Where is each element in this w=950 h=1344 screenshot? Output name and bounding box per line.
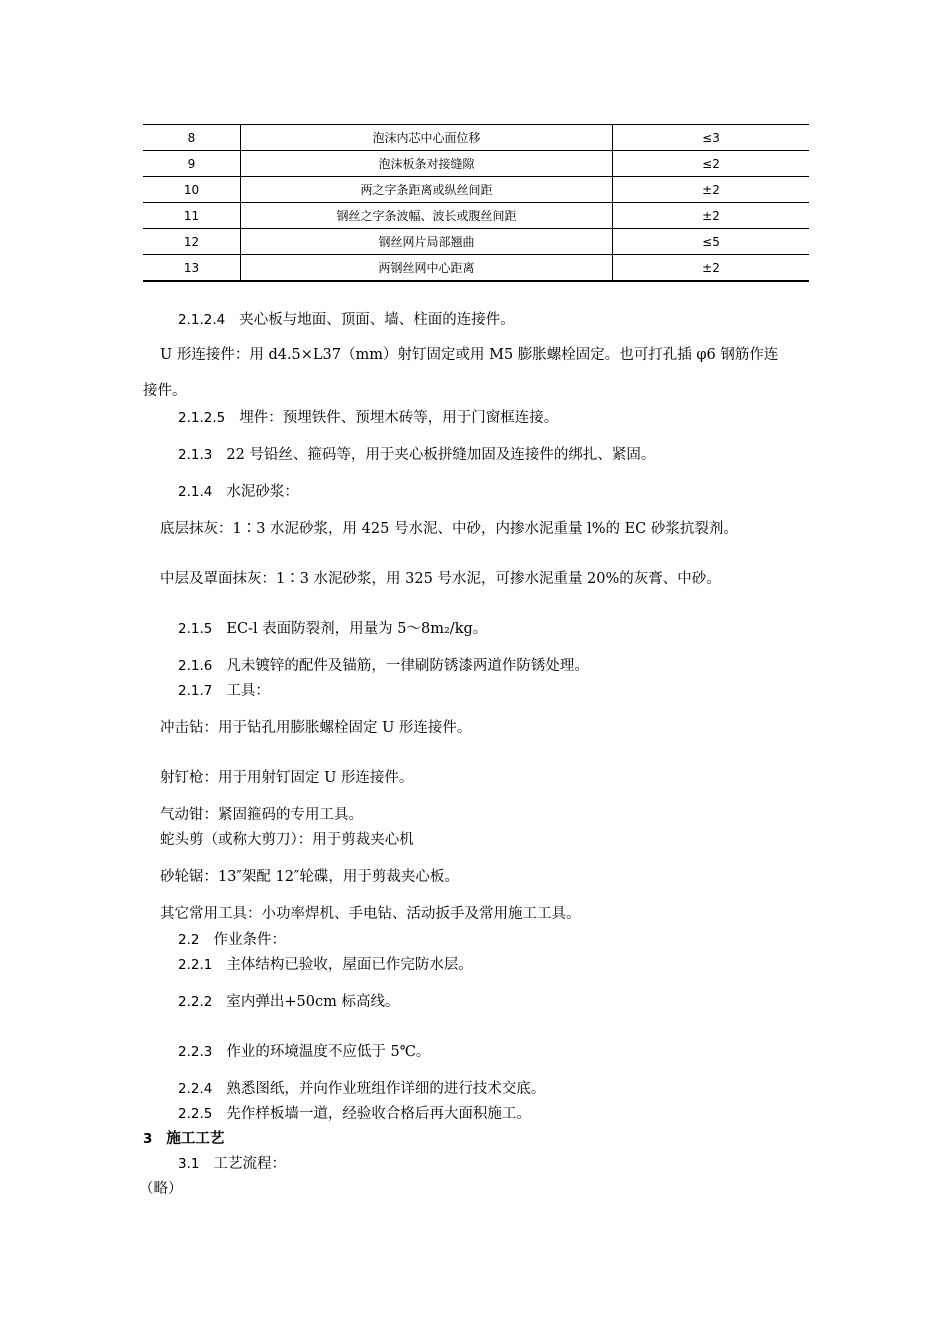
base-coat-text: 底层抹灰：1∶3 水泥砂浆，用 425 号水泥、中砂，内掺水泥重量 l%的 EC 砂浆抗裂剂。 <box>160 521 738 537</box>
omitted-note: （略） <box>139 1181 183 1197</box>
section-3-1 <box>178 1157 286 1172</box>
row-number-cell: 13 <box>143 255 241 282</box>
section-text: 水泥砂浆： <box>226 484 299 500</box>
row-number-cell: 8 <box>143 125 241 151</box>
section-text: 先作样板墙一道，经验收合格后再大面积施工。 <box>226 1106 531 1122</box>
section-number: 2.1.3 <box>178 447 213 463</box>
tolerance-cell: ≤2 <box>613 151 810 177</box>
tool-nail-gun: 射钉枪：用于用射钉固定 U 形连接件。 <box>160 770 414 786</box>
section-2-2-4 <box>178 1082 545 1097</box>
section-2-1-4 <box>178 485 299 500</box>
section-number: 3.1 <box>178 1156 200 1172</box>
section-number: 2.2.5 <box>178 1106 213 1122</box>
row-number-cell: 10 <box>143 177 241 203</box>
section-2-2-3 <box>178 1045 430 1060</box>
section-text: 22 号铅丝、箍码等，用于夹心板拼缝加固及连接件的绑扎、紧固。 <box>226 447 656 463</box>
item-cell: 钢丝之字条波幅、波长或腹丝间距 <box>241 203 613 229</box>
section-2-2-2 <box>178 995 399 1010</box>
section-number: 2.2.4 <box>178 1081 213 1097</box>
section-text: 凡未镀锌的配件及锚筋，一律刷防锈漆两道作防锈处理。 <box>226 658 589 674</box>
tolerance-cell: ≤3 <box>613 125 810 151</box>
tolerance-cell: ±2 <box>613 255 810 282</box>
tool-impact-drill: 冲击钻：用于钻孔用膨胀螺栓固定 U 形连接件。 <box>160 720 472 736</box>
mid-coat-text: 中层及罩面抹灰：1∶3 水泥砂浆，用 325 号水泥，可掺水泥重量 20%的灰膏、中砂。 <box>160 571 721 587</box>
item-cell: 两之字条距离或纵丝间距 <box>241 177 613 203</box>
u-connector-line-1: U 形连接件：用 d4.5×L37（mm）射钉固定或用 M5 膨胀螺栓固定。也可打孔插 φ6 钢筋作连 <box>160 347 779 363</box>
section-2-2-1 <box>178 958 473 973</box>
section-text: 夹心板与地面、顶面、墙、柱面的连接件。 <box>239 312 515 328</box>
section-text: 施工工艺 <box>166 1130 225 1147</box>
tolerance-cell: ±2 <box>613 203 810 229</box>
item-cell: 泡沫板条对接缝隙 <box>241 151 613 177</box>
item-cell: 泡沫内芯中心面位移 <box>241 125 613 151</box>
tolerance-cell: ≤5 <box>613 229 810 255</box>
section-2-1-5 <box>178 622 487 637</box>
section-2-2 <box>178 933 286 948</box>
section-number: 2.1.2.5 <box>178 410 226 426</box>
tolerance-table <box>143 124 809 282</box>
section-number: 2.2.3 <box>178 1044 213 1060</box>
section-2-1-2-4 <box>178 313 515 328</box>
section-2-1-2-5 <box>178 411 558 426</box>
row-number-cell: 12 <box>143 229 241 255</box>
tool-pneumatic-pliers: 气动钳：紧固箍码的专用工具。 <box>160 807 363 823</box>
section-text: 工具： <box>226 683 270 699</box>
section-text: 熟悉图纸，并向作业班组作详细的进行技术交底。 <box>226 1081 546 1097</box>
u-connector-line-2: 接件。 <box>143 383 187 399</box>
section-text: EC-l 表面防裂剂，用量为 5～8m₂/kg。 <box>226 621 488 637</box>
row-number-cell: 11 <box>143 203 241 229</box>
row-number-cell: 9 <box>143 151 241 177</box>
table-row <box>143 151 809 177</box>
table-row <box>143 177 809 203</box>
section-text: 主体结构已验收，屋面已作完防水层。 <box>226 957 473 973</box>
section-text: 作业条件： <box>213 932 286 948</box>
table-row <box>143 229 809 255</box>
section-number: 2.1.6 <box>178 658 213 674</box>
table-row <box>143 255 809 282</box>
section-2-1-6 <box>178 659 589 674</box>
section-number: 2.1.5 <box>178 621 213 637</box>
section-3-heading <box>143 1132 224 1147</box>
section-text: 作业的环境温度不应低于 5℃。 <box>226 1044 431 1060</box>
section-2-1-3 <box>178 448 655 463</box>
tool-shears: 蛇头剪（或称大剪刀）：用于剪裁夹心机 <box>160 832 414 848</box>
table-row <box>143 203 809 229</box>
section-number: 2.1.2.4 <box>178 312 226 328</box>
section-number: 2.1.7 <box>178 683 213 699</box>
section-number: 3 <box>143 1131 153 1147</box>
tolerance-cell: ±2 <box>613 177 810 203</box>
tolerance-table-body <box>143 125 809 282</box>
section-text: 工艺流程： <box>213 1156 286 1172</box>
section-number: 2.2.2 <box>178 994 213 1010</box>
item-cell: 两钢丝网中心距离 <box>241 255 613 282</box>
section-number: 2.1.4 <box>178 484 213 500</box>
table-row <box>143 125 809 151</box>
section-number: 2.2.1 <box>178 957 213 973</box>
item-cell: 钢丝网片局部翘曲 <box>241 229 613 255</box>
tool-other: 其它常用工具：小功率焊机、手电钻、活动扳手及常用施工工具。 <box>160 906 581 922</box>
section-2-2-5 <box>178 1107 531 1122</box>
section-text: 埋件：预埋铁件、预埋木砖等，用于门窗框连接。 <box>239 410 559 426</box>
section-text: 室内弹出+50cm 标高线。 <box>226 994 400 1010</box>
tool-abrasive-saw: 砂轮锯：13″架配 12″轮碟，用于剪裁夹心板。 <box>160 869 459 885</box>
section-2-1-7 <box>178 684 270 699</box>
section-number: 2.2 <box>178 932 200 948</box>
